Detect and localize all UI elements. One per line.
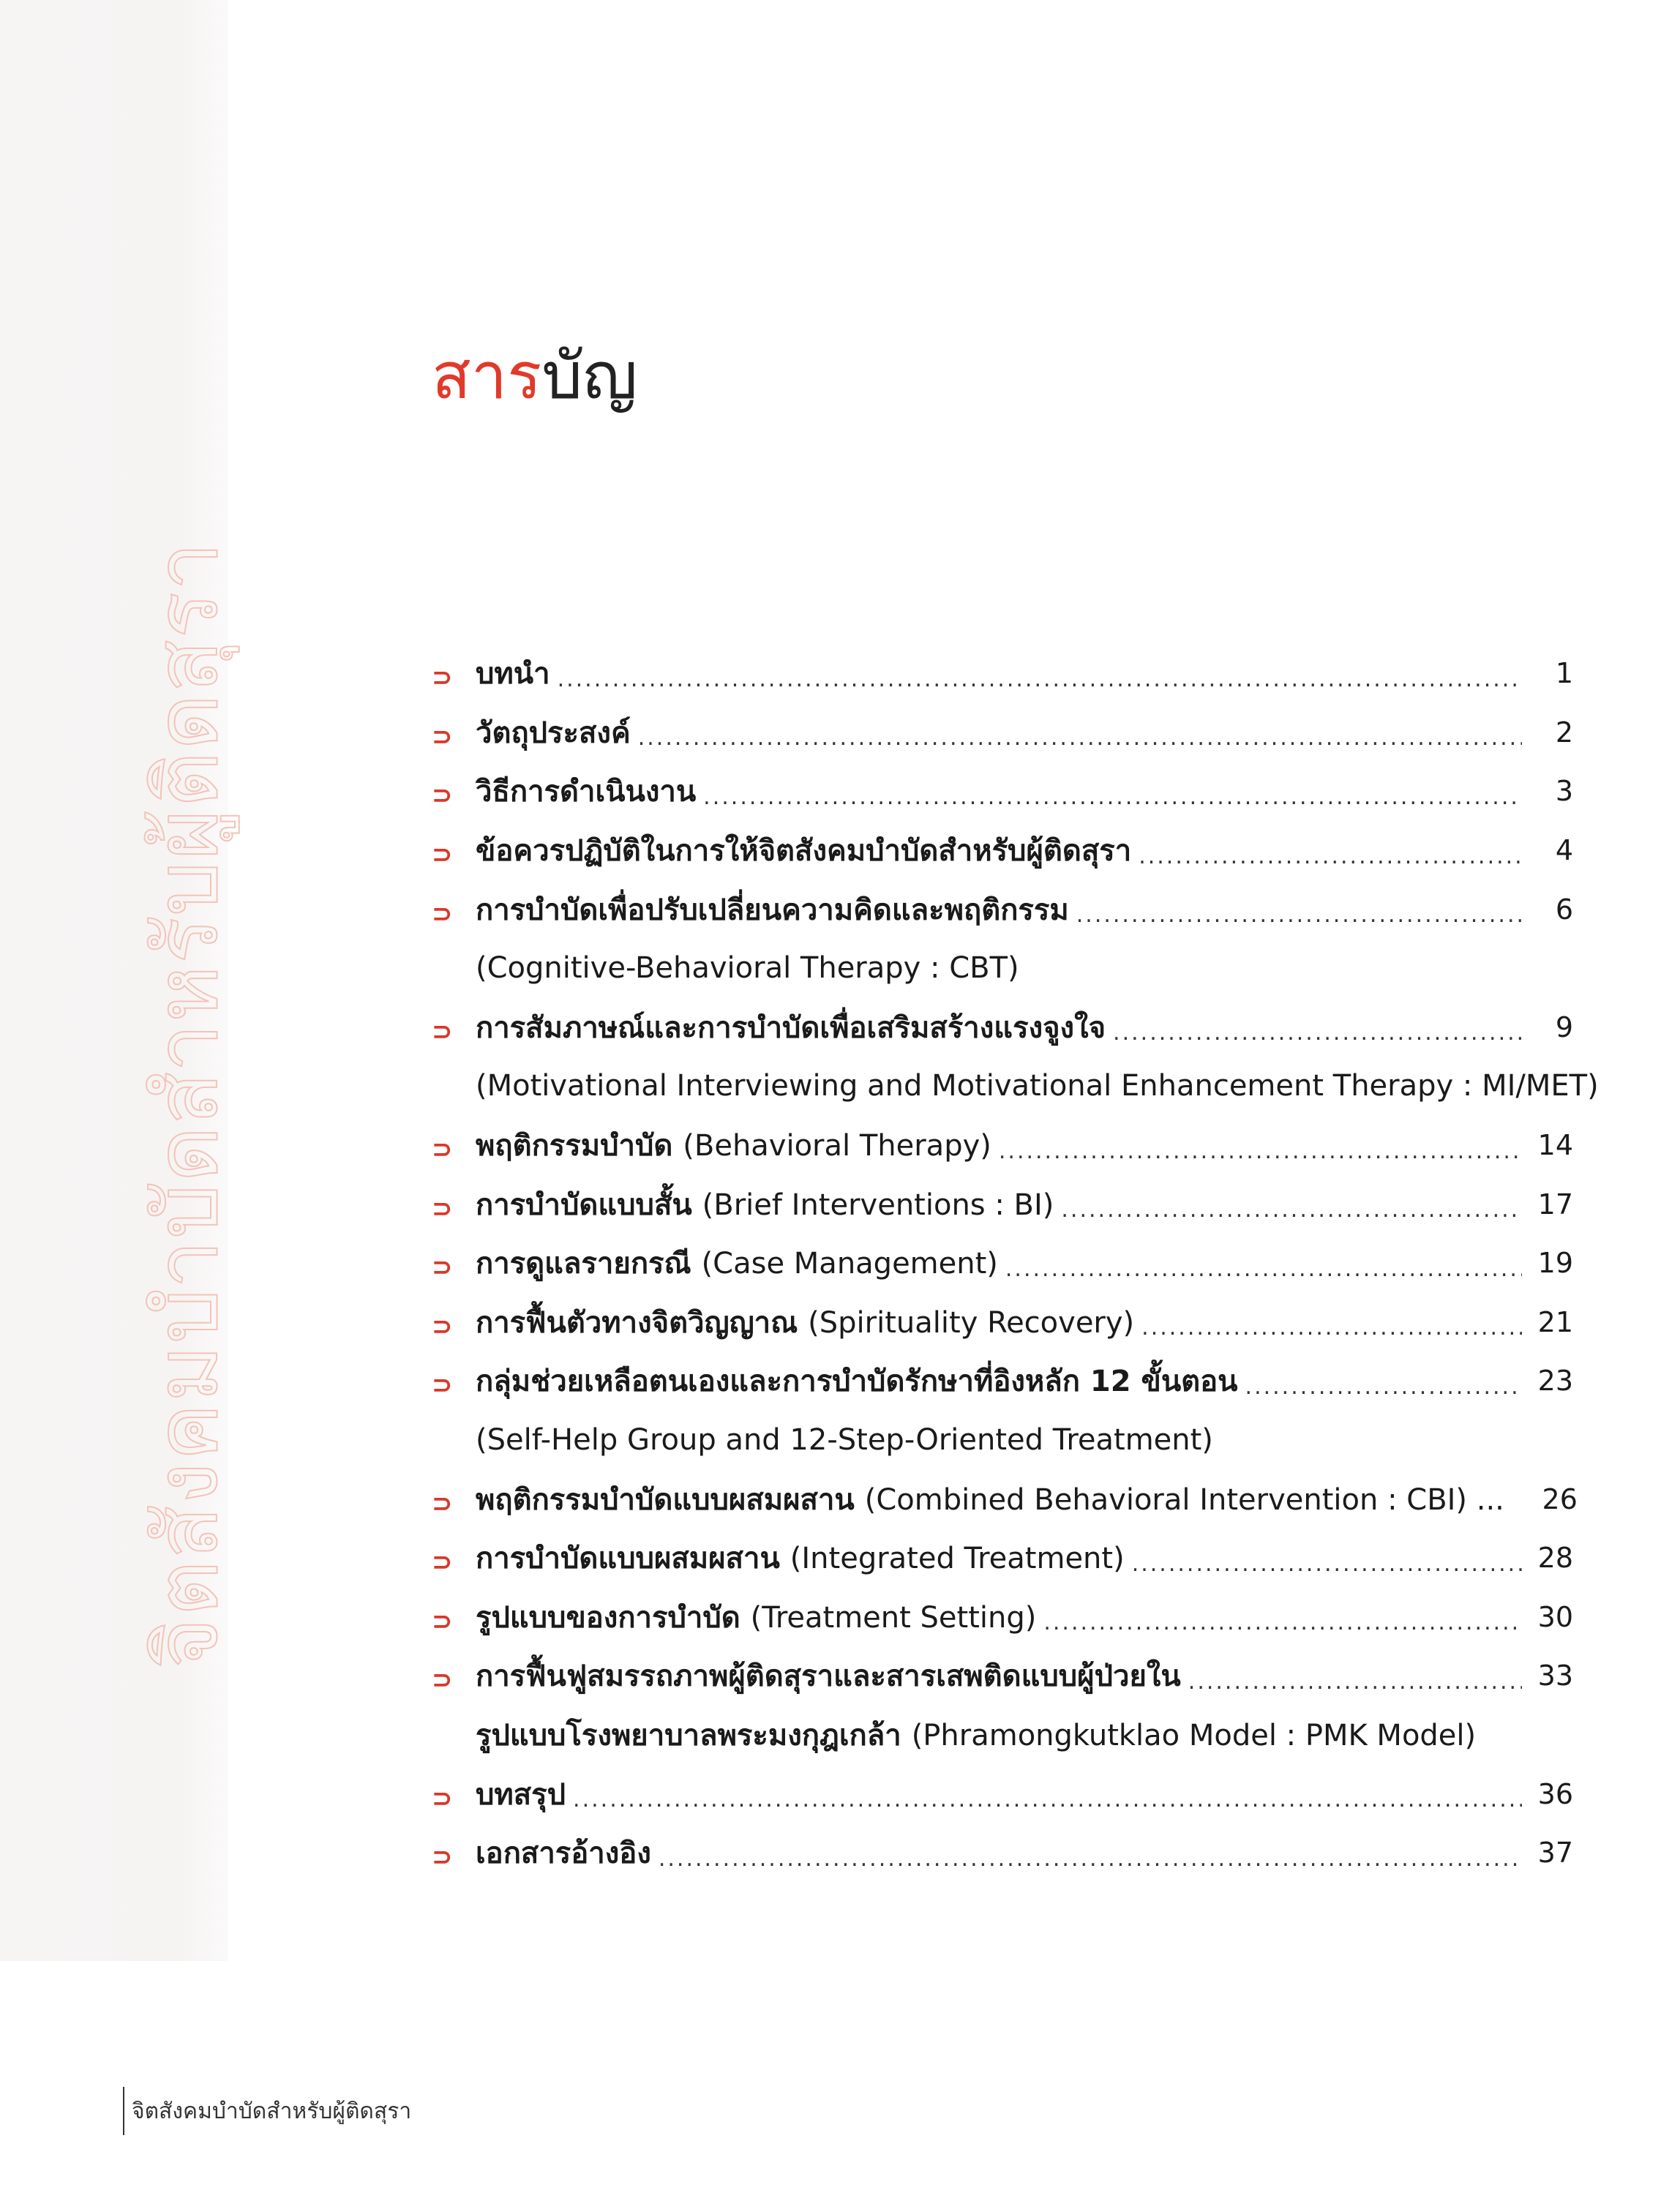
toc-continuation-text [432, 1069, 1599, 1103]
toc-entry [432, 1469, 1578, 1529]
toc-page-number: 36 [1537, 1777, 1573, 1810]
toc-entry-label-thai: การบำบัดเพื่อปรับเปลี่ยนความคิดและพฤติกรรม [476, 893, 1069, 927]
toc-entry-label-thai: วิธีการดำเนินงาน [476, 775, 697, 809]
toc-continuation-main: (Motivational Interviewing and Motivational Enhancement Therapy : MI/MET) [476, 1069, 1599, 1103]
toc-entry-label [476, 1004, 1106, 1051]
bullet-icon: ⊃ [432, 1253, 453, 1283]
toc-page-number: 33 [1537, 1660, 1573, 1692]
toc-continuation-text [432, 951, 1019, 985]
toc-page-number: 17 [1537, 1188, 1573, 1221]
bullet-icon: ⊃ [432, 1371, 453, 1401]
toc-entry-label-thai: การฟื้นตัวทางจิตวิญญาณ [476, 1305, 798, 1340]
toc-entry [432, 821, 1573, 880]
dot-leader [1141, 1315, 1522, 1341]
dot-leader [1043, 1610, 1522, 1635]
toc-entry-label-thai: พฤติกรรมบำบัด [476, 1129, 673, 1163]
toc-entry-label-english: (Behavioral Therapy) [683, 1129, 991, 1163]
toc-entry-label [476, 1357, 1238, 1404]
toc-page-number: 9 [1555, 1010, 1573, 1043]
toc-page-number: 2 [1555, 716, 1573, 749]
toc-entry-label-thai: รูปแบบของการบำบัด [476, 1600, 740, 1635]
bullet-icon: ⊃ [432, 1842, 453, 1872]
toc-continuation-text [432, 1711, 1476, 1758]
dot-leader [659, 1846, 1522, 1872]
dot-leader [1113, 1020, 1522, 1046]
page-title [432, 340, 638, 412]
toc-entry-label-thai: กลุ่มช่วยเหลือตนเองและการบำบัดรักษาที่อิงหลัก 12 ขั้นตอน [476, 1365, 1238, 1399]
toc-entry-label-thai: เอกสารอ้างอิง [476, 1837, 651, 1871]
toc-entry [432, 1293, 1573, 1352]
toc-entry [432, 1529, 1573, 1588]
bullet-icon: ⊃ [432, 721, 453, 751]
vertical-side-title: จิตสังคมบำบัดสำหรับผู้ติดสุรา [139, 540, 236, 1668]
toc-entry-label-thai: การดูแลรายกรณี [476, 1247, 691, 1281]
page-title-black-part: บัญ [541, 340, 638, 412]
toc-page-number: 3 [1555, 775, 1573, 808]
toc-entry-label [476, 1594, 1036, 1641]
toc-entry [432, 1764, 1573, 1823]
dot-leader [1061, 1197, 1522, 1223]
toc-continuation-main: รูปแบบโรงพยาบาลพระมงกุฎเกล้า [476, 1718, 901, 1752]
toc-entry-label [476, 1652, 1181, 1699]
toc-entry [432, 1234, 1573, 1293]
toc-entry [432, 880, 1573, 939]
dot-leader [1005, 1256, 1522, 1282]
toc-page-number: 4 [1555, 834, 1573, 867]
toc-entry-label-english: (Brief Interventions : BI) [702, 1188, 1054, 1222]
toc-entry-label [476, 1771, 566, 1818]
footer-divider [123, 2087, 124, 2135]
bullet-icon: ⊃ [432, 663, 453, 693]
toc-entry-continuation [432, 939, 1573, 998]
dot-leader [1076, 902, 1522, 928]
toc-page-number: 19 [1537, 1247, 1573, 1280]
toc-entry [432, 1646, 1573, 1706]
toc-entry-label [476, 1181, 1054, 1228]
dot-leader [999, 1139, 1522, 1164]
toc-continuation-main: (Cognitive-Behavioral Therapy : CBT) [476, 951, 1019, 986]
toc-entry-label-thai: การบำบัดแบบสั้น [476, 1188, 692, 1222]
bullet-icon: ⊃ [432, 781, 453, 811]
bullet-icon: ⊃ [432, 1783, 453, 1813]
toc-entry-label [476, 1299, 1134, 1346]
toc-entry-continuation [432, 1706, 1573, 1765]
toc-entry [432, 1116, 1573, 1175]
dot-leader [1245, 1374, 1522, 1400]
toc-entry [432, 1823, 1573, 1883]
toc-page-number: 28 [1537, 1542, 1573, 1575]
toc-page-number: 37 [1537, 1837, 1573, 1870]
toc-entry-label [476, 768, 696, 814]
page-title-red-part: สาร [432, 340, 542, 412]
toc-entry-label-thai: วัตถุประสงค์ [476, 716, 631, 750]
bullet-icon: ⊃ [432, 1488, 453, 1518]
toc-entry [432, 1174, 1573, 1234]
toc-continuation-english: (Phramongkutklao Model : PMK Model) [911, 1718, 1477, 1752]
toc-entry-label [476, 1534, 1125, 1581]
bullet-icon: ⊃ [432, 1606, 453, 1636]
bullet-icon: ⊃ [432, 1193, 453, 1223]
bullet-icon: ⊃ [432, 1135, 453, 1165]
dot-leader [638, 725, 1522, 751]
toc-entry-label [476, 1476, 1504, 1523]
toc-continuation-main: (Self-Help Group and 12-Step-Oriented Treatment) [476, 1423, 1213, 1458]
toc-entry-label-thai: บทนำ [476, 657, 550, 691]
toc-entry-continuation [432, 1411, 1573, 1470]
toc-entry-label [476, 1829, 651, 1876]
toc-page-number: 21 [1537, 1305, 1573, 1338]
table-of-contents [432, 644, 1599, 1882]
toc-page-number: 23 [1537, 1365, 1573, 1398]
toc-entry-label [476, 650, 550, 697]
toc-entry-label-thai: ข้อควรปฏิบัติในการให้จิตสังคมบำบัดสำหรับผู้ติดสุรา [476, 834, 1132, 869]
toc-page-number: 26 [1542, 1482, 1578, 1515]
bullet-icon: ⊃ [432, 840, 453, 870]
toc-entry-label-english: (Treatment Setting) [750, 1600, 1037, 1635]
toc-entry-label-english: (Combined Behavioral Intervention : CBI) ... [864, 1482, 1504, 1517]
toc-entry [432, 998, 1573, 1057]
toc-entry-label-thai: บทสรุป [476, 1777, 566, 1812]
toc-page-number: 30 [1537, 1600, 1573, 1633]
toc-page-number: 6 [1555, 893, 1573, 926]
bullet-icon: ⊃ [432, 1665, 453, 1695]
dot-leader [703, 784, 1522, 810]
toc-continuation-text [432, 1423, 1213, 1457]
toc-page-number: 14 [1537, 1129, 1573, 1162]
toc-entry-label-thai: การสัมภาษณ์และการบำบัดเพื่อเสริมสร้างแรงจูงใจ [476, 1010, 1106, 1045]
toc-entry-label-english: (Spirituality Recovery) [808, 1305, 1135, 1340]
dot-leader [1132, 1551, 1522, 1577]
toc-entry-label [476, 1122, 991, 1169]
toc-entry-label-thai: พฤติกรรมบำบัดแบบผสมผสาน [476, 1482, 855, 1517]
bullet-icon: ⊃ [432, 1016, 453, 1046]
toc-entry [432, 762, 1573, 821]
toc-entry-continuation [432, 1057, 1599, 1116]
toc-entry-label-thai: การฟื้นฟูสมรรถภาพผู้ติดสุราและสารเสพติดแบบผู้ป่วยใน [476, 1660, 1181, 1694]
toc-entry-label [476, 709, 631, 756]
dot-leader [573, 1787, 1522, 1812]
toc-entry-label-thai: การบำบัดแบบผสมผสาน [476, 1542, 780, 1576]
toc-entry [432, 703, 1573, 762]
bullet-icon: ⊃ [432, 1548, 453, 1578]
toc-entry [432, 1588, 1573, 1647]
toc-entry-label-english: (Case Management) [701, 1247, 998, 1281]
dot-leader [1188, 1669, 1522, 1695]
running-footer: จิตสังคมบำบัดสำหรับผู้ติดสุรา [132, 2099, 412, 2123]
toc-entry [432, 1351, 1573, 1411]
toc-entry-label [476, 1240, 998, 1286]
toc-entry-label-english: (Integrated Treatment) [790, 1542, 1125, 1576]
toc-page-number: 1 [1555, 657, 1573, 690]
bullet-icon: ⊃ [432, 1311, 453, 1341]
toc-entry [432, 644, 1573, 703]
toc-entry-label [476, 886, 1069, 933]
bullet-icon: ⊃ [432, 899, 453, 929]
dot-leader [1139, 844, 1522, 869]
toc-entry-label [476, 827, 1131, 874]
dot-leader [558, 667, 1522, 692]
